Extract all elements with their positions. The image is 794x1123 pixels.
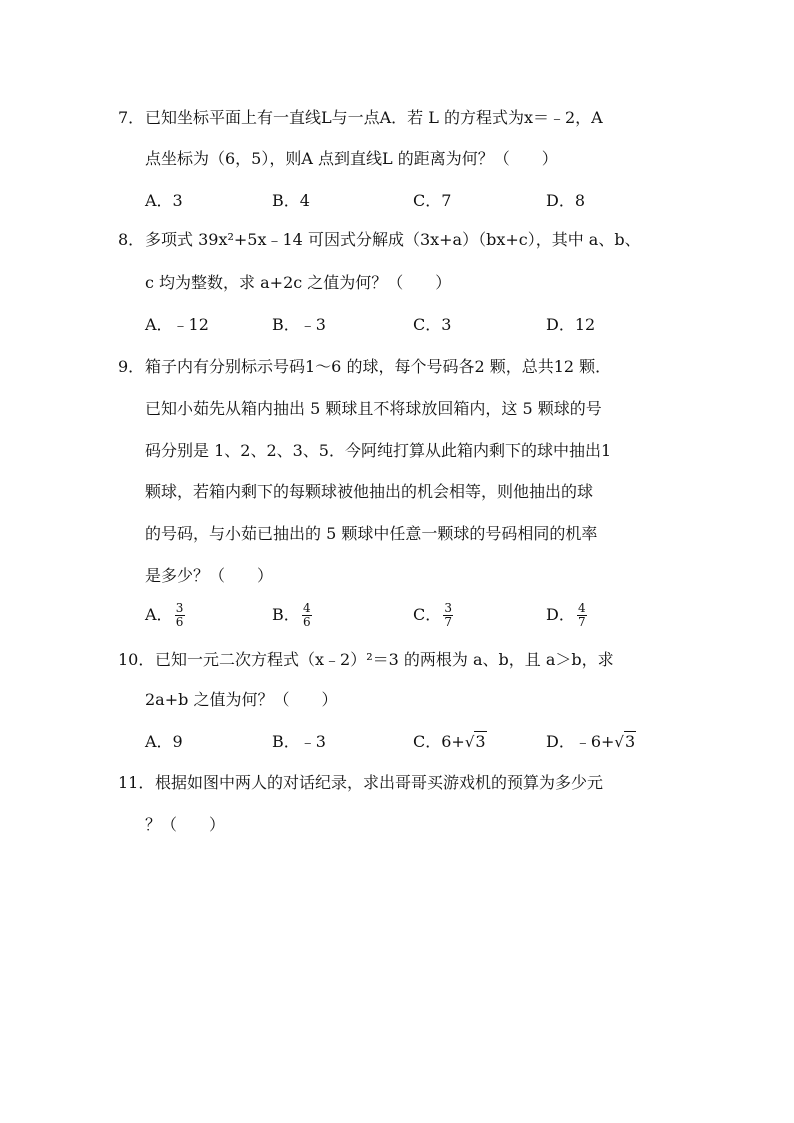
denominator: 6 <box>302 615 311 629</box>
question-text-line: c 均为整数，求 a+2c 之值为何？（ ） <box>145 273 452 292</box>
question-text-line: 的号码，与小茹已抽出的 5 颗球中任意一颗球的号码相同的机率 <box>145 524 598 543</box>
option-a[interactable]: A．﹣12 <box>145 315 209 334</box>
question-text-line: ？（ ） <box>145 815 226 834</box>
question-text-line: 根据如图中两人的对话纪录，求出哥哥买游戏机的预算为多少元 <box>155 773 604 792</box>
radicand: 3 <box>624 732 636 751</box>
option-b[interactable]: B．4 <box>272 191 310 210</box>
option-text: C．6+ <box>413 732 465 751</box>
option-b[interactable]: B．﹣3 <box>272 732 326 751</box>
question-number: 11． <box>118 773 155 792</box>
denominator: 7 <box>578 615 586 629</box>
square-root: √3 <box>614 732 636 751</box>
question-number: 9． <box>118 357 145 376</box>
fraction <box>175 602 185 629</box>
option-label: D． <box>546 605 575 624</box>
question-text-line: 是多少？（ ） <box>145 566 274 585</box>
option-label: B． <box>272 605 300 624</box>
question-text-line: 2a+b 之值为何？（ ） <box>145 690 338 709</box>
question-text-line: 码分别是 1、2、2、3、5．今阿纯打算从此箱内剩下的球中抽出1 <box>145 441 612 460</box>
question-number: 8． <box>118 230 145 249</box>
option-c[interactable] <box>413 602 453 629</box>
square-root: √3 <box>464 732 486 751</box>
question-text-line: 多项式 39x²+5x﹣14 可因式分解成（3x+a）（bx+c），其中 a、b、 <box>145 230 641 249</box>
question-text-line: 已知小茹先从箱内抽出 5 颗球且不将球放回箱内，这 5 颗球的号 <box>145 399 602 418</box>
denominator: 7 <box>444 615 453 629</box>
radicand: 3 <box>475 732 486 751</box>
option-c[interactable] <box>413 731 487 753</box>
option-b[interactable] <box>272 602 312 629</box>
question-text-line: 颗球，若箱内剩下的每颗球被他抽出的机会相等，则他抽出的球 <box>145 482 594 501</box>
question-text-line: 箱子内有分别标示号码1～6 的球，每个号码各2 颗，总共12 颗． <box>145 357 612 376</box>
option-c[interactable]: C．7 <box>413 191 452 210</box>
numerator: 3 <box>444 601 453 615</box>
question-number: 10． <box>118 650 155 669</box>
fraction <box>443 602 453 629</box>
fraction <box>302 602 312 629</box>
option-label: C． <box>413 605 442 624</box>
numerator: 4 <box>578 601 586 615</box>
question-text-line: 点坐标为（6，5），则A 点到直线L 的距离为何？（ ） <box>145 149 558 168</box>
question-text-line: 已知坐标平面上有一直线L与一点A．若 L 的方程式为x＝﹣2，A <box>145 108 603 127</box>
option-d[interactable] <box>546 731 636 753</box>
numerator: 4 <box>302 601 311 615</box>
option-d[interactable]: D．8 <box>546 191 586 210</box>
option-d[interactable]: D．12 <box>546 315 596 334</box>
option-a[interactable]: A．3 <box>145 191 183 210</box>
denominator: 6 <box>175 615 184 629</box>
option-b[interactable]: B．﹣3 <box>272 315 326 334</box>
option-a[interactable]: A．9 <box>145 732 183 751</box>
option-label: A． <box>145 605 173 624</box>
numerator: 3 <box>175 601 184 615</box>
option-c[interactable]: C．3 <box>413 315 452 334</box>
option-a[interactable] <box>145 602 185 629</box>
fraction <box>577 602 587 629</box>
option-d[interactable] <box>546 602 587 629</box>
question-text-line: 已知一元二次方程式（x﹣2）²＝3 的两根为 a、b，且 a＞b，求 <box>155 650 614 669</box>
option-text: D．﹣6+ <box>546 732 615 751</box>
question-number: 7． <box>118 108 145 127</box>
